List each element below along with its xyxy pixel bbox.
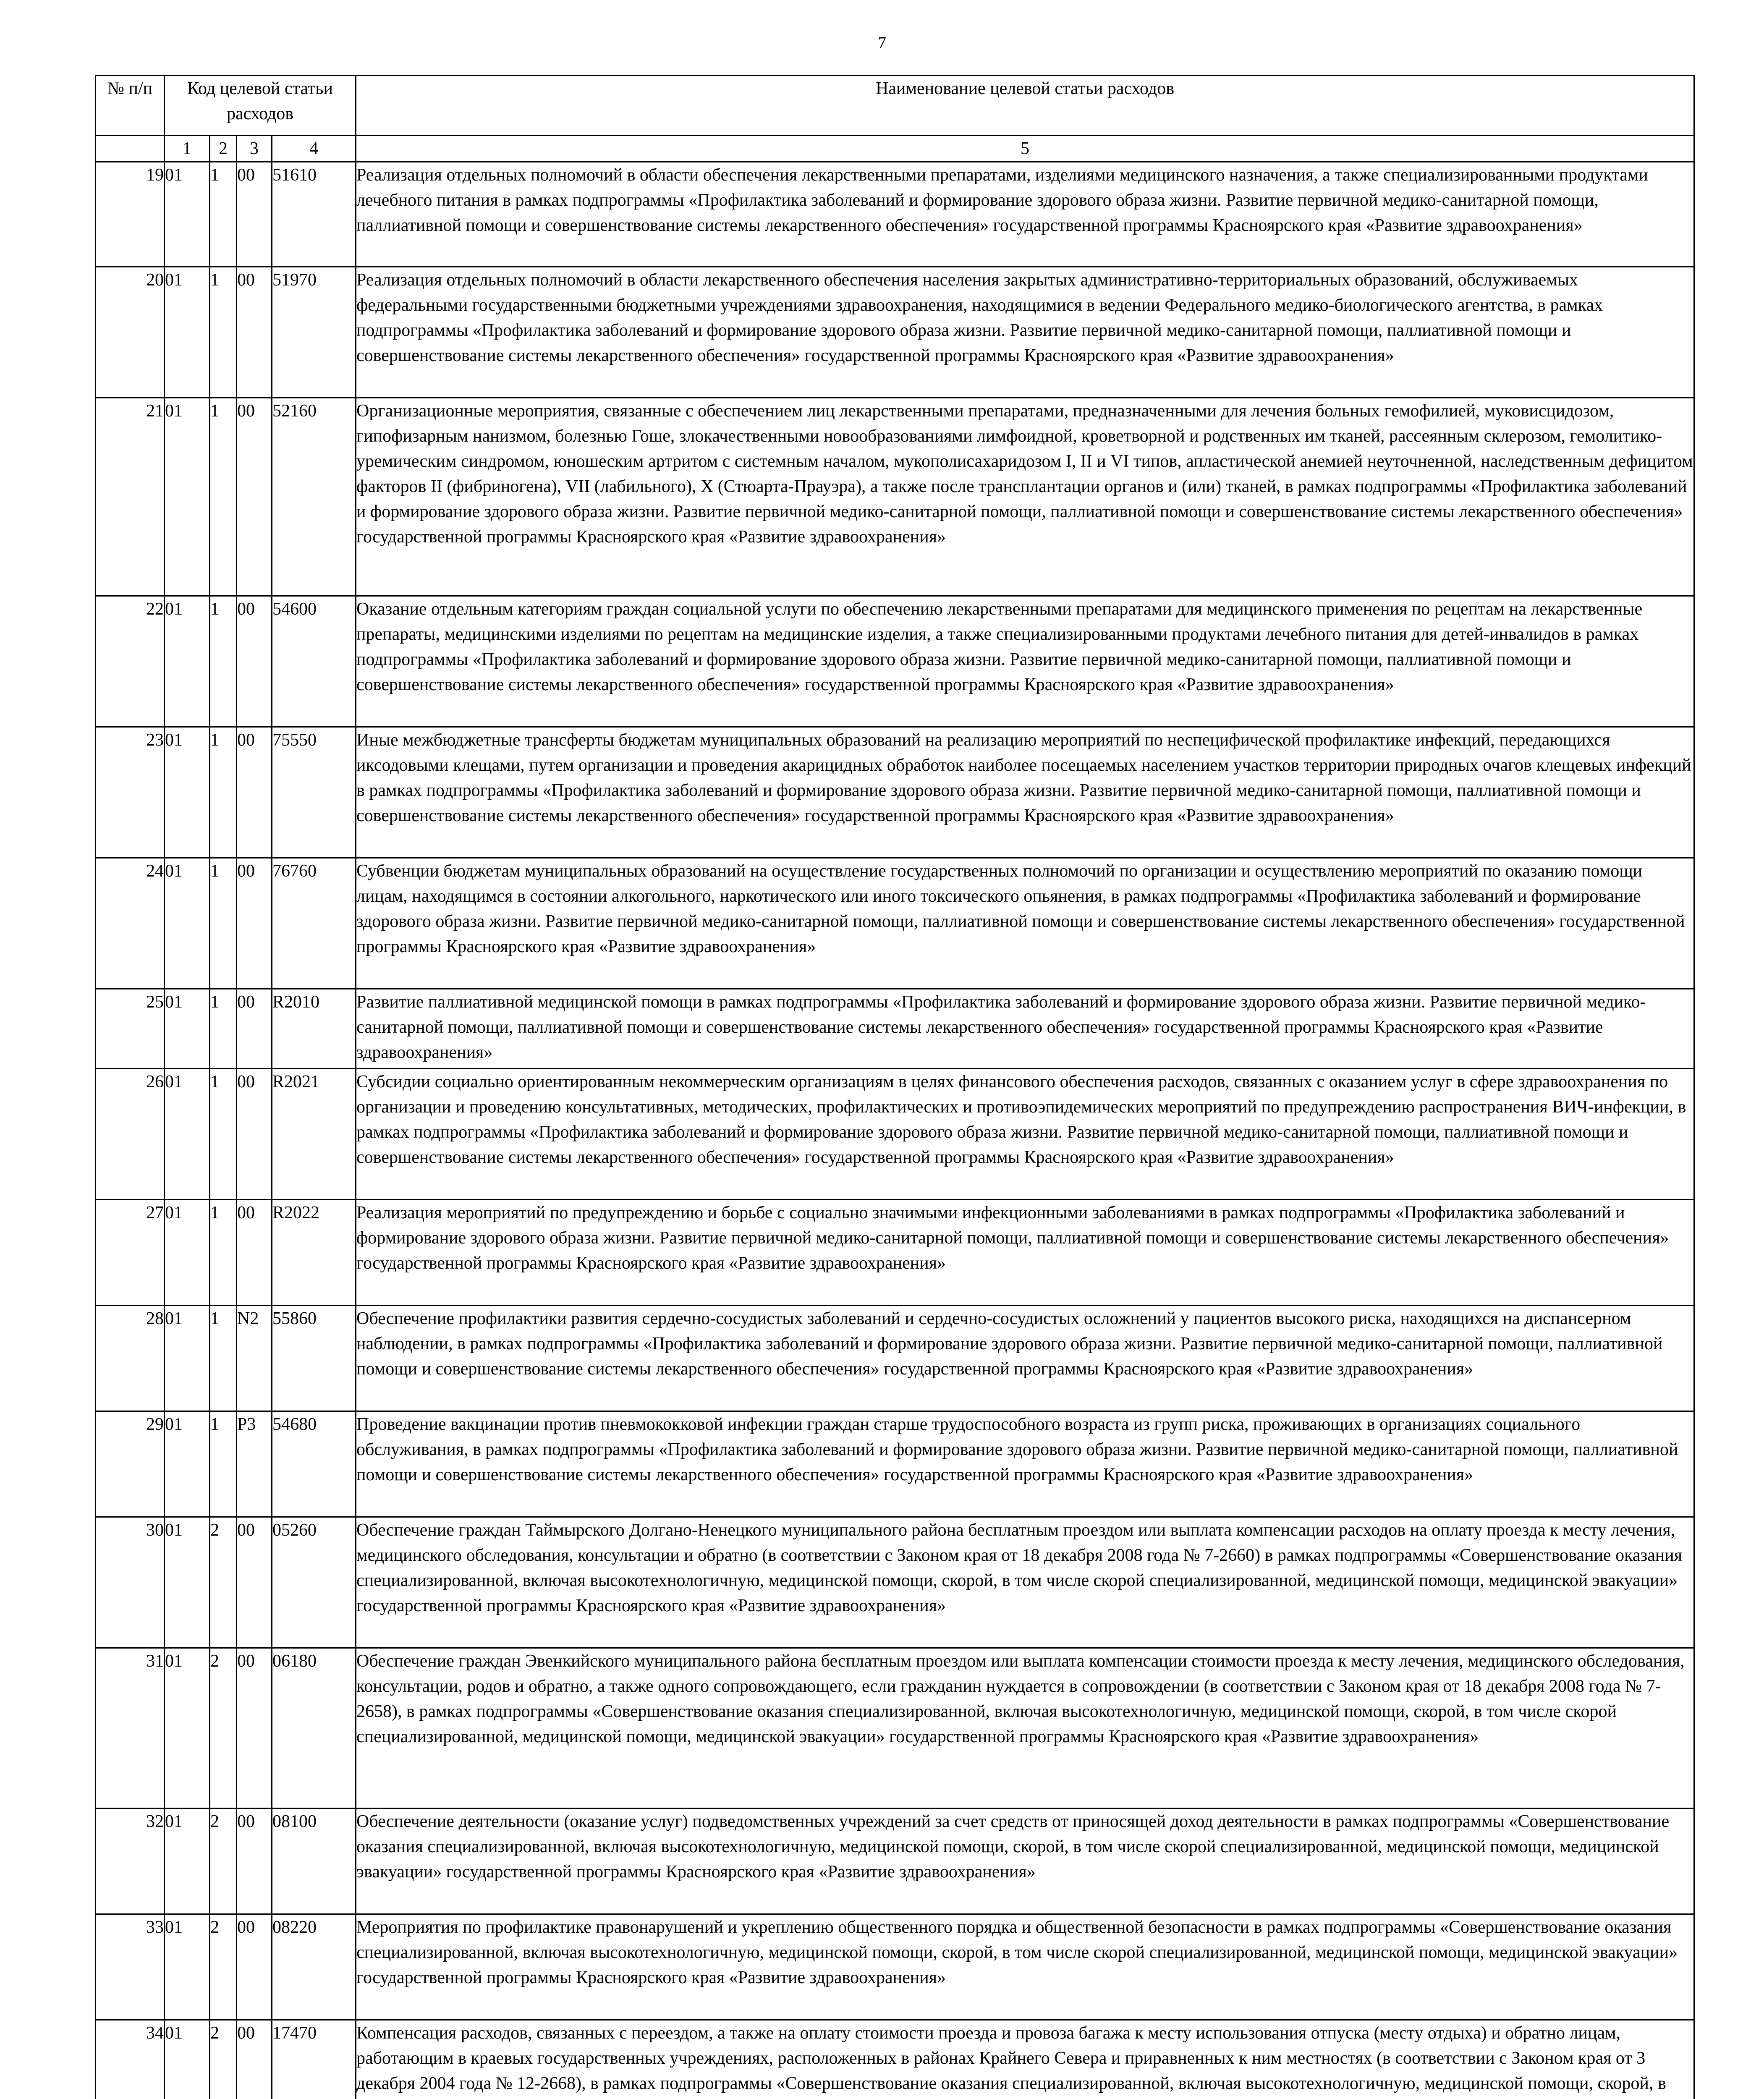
page-number: 7 bbox=[878, 33, 886, 52]
header-index-3: 3 bbox=[237, 136, 272, 162]
row-number: 32 bbox=[96, 1808, 165, 1914]
table-row bbox=[96, 1411, 1694, 1517]
table-row bbox=[96, 1200, 1694, 1306]
code-part-1: 01 bbox=[165, 858, 210, 989]
code-part-3: N2 bbox=[237, 1306, 272, 1411]
table-row bbox=[96, 858, 1694, 989]
table-row bbox=[96, 1648, 1694, 1808]
code-part-3: 00 bbox=[237, 596, 272, 727]
code-part-1: 01 bbox=[165, 1648, 210, 1808]
code-part-3: 00 bbox=[237, 1069, 272, 1200]
code-part-1: 01 bbox=[165, 267, 210, 398]
code-part-3: 00 bbox=[237, 1914, 272, 2020]
table-row bbox=[96, 596, 1694, 727]
code-part-3: 00 bbox=[237, 727, 272, 858]
row-number: 20 bbox=[96, 267, 165, 398]
code-part-3: 00 bbox=[237, 398, 272, 596]
row-number: 25 bbox=[96, 989, 165, 1069]
table-row bbox=[96, 989, 1694, 1069]
code-part-2: 1 bbox=[210, 858, 237, 989]
code-part-1: 01 bbox=[165, 398, 210, 596]
code-part-4: R2022 bbox=[272, 1200, 356, 1306]
code-part-3: 00 bbox=[237, 1200, 272, 1306]
target-items-table bbox=[95, 75, 1695, 2099]
code-part-4: 55860 bbox=[272, 1306, 356, 1411]
item-name: Обеспечение граждан Эвенкийского муниципального района бесплатным проездом или выплата компенсации стоимости проезда к месту лечения, медицинского обследования, консультации, родов и обратно, а также одного сопровождающего, если гражданин нуждается в сопровождении (в соответствии с Законом края от 18 декабря 2008 года № 7-2658), в рамках подпрограммы «Совершенствование оказания специализированной, включая высокотехнологичную, медицинской помощи, скорой, в том числе скорой специализированной, медицинской помощи, медицинской эвакуации» государственной программы Красноярского края «Развитие здравоохранения» bbox=[356, 1648, 1694, 1808]
item-name: Обеспечение профилактики развития сердечно-сосудистых заболеваний и сердечно-сосудистых осложнений у пациентов высокого риска, находящихся на диспансерном наблюдении, в рамках подпрограммы «Профилактика заболеваний и формирование здорового образа жизни. Развитие первичной медико-санитарной помощи, паллиативной помощи и совершенствование системы лекарственного обеспечения» государственной программы Красноярского края «Развитие здравоохранения» bbox=[356, 1306, 1694, 1411]
item-name: Мероприятия по профилактике правонарушений и укреплению общественного порядка и общественной безопасности в рамках подпрограммы «Совершенствование оказания специализированной, включая высокотехнологичную, медицинской помощи, скорой, в том числе скорой специализированной, медицинской помощи, медицинской эвакуации» государственной программы Красноярского края «Развитие здравоохранения» bbox=[356, 1914, 1694, 2020]
code-part-3: 00 bbox=[237, 989, 272, 1069]
row-number: 23 bbox=[96, 727, 165, 858]
code-part-3: 00 bbox=[237, 1517, 272, 1648]
code-part-3: P3 bbox=[237, 1411, 272, 1517]
row-number: 26 bbox=[96, 1069, 165, 1200]
code-part-4: 75550 bbox=[272, 727, 356, 858]
code-part-4: 54600 bbox=[272, 596, 356, 727]
item-name: Обеспечение деятельности (оказание услуг) подведомственных учреждений за счет средств от приносящей доход деятельности в рамках подпрограммы «Совершенствование оказания специализированной, включая высокотехнологичную, медицинской помощи, скорой, в том числе скорой специализированной, медицинской помощи, медицинской эвакуации» государственной программы Красноярского края «Развитие здравоохранения» bbox=[356, 1808, 1694, 1914]
table-row bbox=[96, 162, 1694, 267]
item-name: Организационные мероприятия, связанные с обеспечением лиц лекарственными препаратами, предназначенными для лечения больных гемофилией, муковисцидозом, гипофизарным нанизмом, болезнью Гоше, злокачественными новообразованиями лимфоидной, кроветворной и родственных им тканей, рассеянным склерозом, гемолитико-уремическим синдромом, юношеским артритом с системным началом, мукополисахаридозом I, II и VI типов, апластической анемией неуточненной, наследственным дефицитом факторов II (фибриногена), VII (лабильного), X (Стюарта-Прауэра), а также после трансплантации органов и (или) тканей, в рамках подпрограммы «Профилактика заболеваний и формирование здорового образа жизни. Развитие первичной медико-санитарной помощи, паллиативной помощи и совершенствование системы лекарственного обеспечения» государственной программы Красноярского края «Развитие здравоохранения» bbox=[356, 398, 1694, 596]
code-part-1: 01 bbox=[165, 2020, 210, 2099]
code-part-1: 01 bbox=[165, 1914, 210, 2020]
code-part-3: 00 bbox=[237, 267, 272, 398]
code-part-1: 01 bbox=[165, 989, 210, 1069]
code-part-4: 05260 bbox=[272, 1517, 356, 1648]
table-row bbox=[96, 2020, 1694, 2099]
code-part-2: 1 bbox=[210, 1200, 237, 1306]
code-part-2: 1 bbox=[210, 596, 237, 727]
code-part-4: 06180 bbox=[272, 1648, 356, 1808]
code-part-4: 51970 bbox=[272, 267, 356, 398]
header-index-4: 4 bbox=[272, 136, 356, 162]
code-part-4: 17470 bbox=[272, 2020, 356, 2099]
code-part-1: 01 bbox=[165, 1200, 210, 1306]
code-part-3: 00 bbox=[237, 162, 272, 267]
header-index-row bbox=[96, 136, 1694, 162]
code-part-4: 54680 bbox=[272, 1411, 356, 1517]
code-part-3: 00 bbox=[237, 2020, 272, 2099]
table-row bbox=[96, 398, 1694, 596]
table-row bbox=[96, 1808, 1694, 1914]
row-number: 19 bbox=[96, 162, 165, 267]
code-part-1: 01 bbox=[165, 1517, 210, 1648]
code-part-2: 1 bbox=[210, 1411, 237, 1517]
code-part-2: 2 bbox=[210, 2020, 237, 2099]
code-part-4: R2010 bbox=[272, 989, 356, 1069]
table-row bbox=[96, 267, 1694, 398]
code-part-3: 00 bbox=[237, 858, 272, 989]
item-name: Реализация отдельных полномочий в области лекарственного обеспечения населения закрытых административно-территориальных образований, обслуживаемых федеральными государственными бюджетными учреждениями здравоохранения, находящимися в ведении Федерального медико-биологического агентства, в рамках подпрограммы «Профилактика заболеваний и формирование здорового образа жизни. Развитие первичной медико-санитарной помощи, паллиативной помощи и совершенствование системы лекарственного обеспечения» государственной программы Красноярского края «Развитие здравоохранения» bbox=[356, 267, 1694, 398]
row-number: 31 bbox=[96, 1648, 165, 1808]
header-index-5: 5 bbox=[356, 136, 1694, 162]
code-part-2: 2 bbox=[210, 1648, 237, 1808]
code-part-4: 52160 bbox=[272, 398, 356, 596]
code-part-2: 2 bbox=[210, 1914, 237, 2020]
header-name: Наименование целевой статьи расходов bbox=[356, 76, 1694, 136]
code-part-3: 00 bbox=[237, 1648, 272, 1808]
item-name: Проведение вакцинации против пневмококковой инфекции граждан старше трудоспособного возраста из групп риска, проживающих в организациях социального обслуживания, в рамках подпрограммы «Профилактика заболеваний и формирование здорового образа жизни. Развитие первичной медико-санитарной помощи, паллиативной помощи и совершенствование системы лекарственного обеспечения» государственной программы Красноярского края «Развитие здравоохранения» bbox=[356, 1411, 1694, 1517]
code-part-2: 1 bbox=[210, 989, 237, 1069]
code-part-2: 1 bbox=[210, 398, 237, 596]
row-number: 33 bbox=[96, 1914, 165, 2020]
code-part-1: 01 bbox=[165, 1306, 210, 1411]
header-index-blank bbox=[96, 136, 165, 162]
code-part-4: 51610 bbox=[272, 162, 356, 267]
code-part-4: R2021 bbox=[272, 1069, 356, 1200]
row-number: 22 bbox=[96, 596, 165, 727]
table-row bbox=[96, 1914, 1694, 2020]
header-number: № п/п bbox=[96, 76, 165, 136]
table-row bbox=[96, 1306, 1694, 1411]
code-part-2: 1 bbox=[210, 1069, 237, 1200]
item-name: Субвенции бюджетам муниципальных образований на осуществление государственных полномочий по организации и осуществлению мероприятий по оказанию помощи лицам, находящимся в состоянии алкогольного, наркотического или иного токсического опьянения, в рамках подпрограммы «Профилактика заболеваний и формирование здорового образа жизни. Развитие первичной медико-санитарной помощи, паллиативной помощи и совершенствование системы лекарственного обеспечения» государственной программы Красноярского края «Развитие здравоохранения» bbox=[356, 858, 1694, 989]
code-part-4: 08100 bbox=[272, 1808, 356, 1914]
code-part-1: 01 bbox=[165, 1069, 210, 1200]
code-part-1: 01 bbox=[165, 1411, 210, 1517]
item-name: Субсидии социально ориентированным некоммерческим организациям в целях финансового обеспечения расходов, связанных с оказанием услуг в сфере здравоохранения по организации и проведению консультативных, методических, профилактических и противоэпидемических мероприятий по предупреждению распространения ВИЧ-инфекции, в рамках подпрограммы «Профилактика заболеваний и формирование здорового образа жизни. Развитие первичной медико-санитарной помощи, паллиативной помощи и совершенствование системы лекарственного обеспечения» государственной программы Красноярского края «Развитие здравоохранения» bbox=[356, 1069, 1694, 1200]
code-part-1: 01 bbox=[165, 727, 210, 858]
code-part-2: 1 bbox=[210, 727, 237, 858]
table-row bbox=[96, 727, 1694, 858]
item-name: Иные межбюджетные трансферты бюджетам муниципальных образований на реализацию мероприятий по неспецифической профилактике инфекций, передающихся иксодовыми клещами, путем организации и проведения акарицидных обработок наиболее посещаемых населением участков территории природных очагов клещевых инфекций в рамках подпрограммы «Профилактика заболеваний и формирование здорового образа жизни. Развитие первичной медико-санитарной помощи, паллиативной помощи и совершенствование системы лекарственного обеспечения» государственной программы Красноярского края «Развитие здравоохранения» bbox=[356, 727, 1694, 858]
row-number: 29 bbox=[96, 1411, 165, 1517]
item-name: Развитие паллиативной медицинской помощи в рамках подпрограммы «Профилактика заболеваний и формирование здорового образа жизни. Развитие первичной медико-санитарной помощи, паллиативной помощи и совершенствование системы лекарственного обеспечения» государственной программы Красноярского края «Развитие здравоохранения» bbox=[356, 989, 1694, 1069]
code-part-1: 01 bbox=[165, 596, 210, 727]
table-body bbox=[96, 162, 1694, 2099]
item-name: Реализация отдельных полномочий в области обеспечения лекарственными препаратами, изделиями медицинского назначения, а также специализированными продуктами лечебного питания в рамках подпрограммы «Профилактика заболеваний и формирование здорового образа жизни. Развитие первичной медико-санитарной помощи, паллиативной помощи и совершенствование системы лекарственного обеспечения» государственной программы Красноярского края «Развитие здравоохранения» bbox=[356, 162, 1694, 267]
code-part-4: 08220 bbox=[272, 1914, 356, 2020]
header-index-2: 2 bbox=[210, 136, 237, 162]
table-row bbox=[96, 1517, 1694, 1648]
row-number: 24 bbox=[96, 858, 165, 989]
row-number: 21 bbox=[96, 398, 165, 596]
code-part-3: 00 bbox=[237, 1808, 272, 1914]
code-part-2: 1 bbox=[210, 162, 237, 267]
row-number: 30 bbox=[96, 1517, 165, 1648]
code-part-2: 2 bbox=[210, 1808, 237, 1914]
item-name: Обеспечение граждан Таймырского Долгано-Ненецкого муниципального района бесплатным проездом или выплата компенсации расходов на оплату проезда к месту лечения, медицинского обследования, консультации и обратно (в соответствии с Законом края от 18 декабря 2008 года № 7-2660) в рамках подпрограммы «Совершенствование оказания специализированной, включая высокотехнологичную, медицинской помощи, скорой, в том числе скорой специализированной, медицинской помощи, медицинской эвакуации» государственной программы Красноярского края «Развитие здравоохранения» bbox=[356, 1517, 1694, 1648]
row-number: 28 bbox=[96, 1306, 165, 1411]
item-name: Оказание отдельным категориям граждан социальной услуги по обеспечению лекарственными препаратами для медицинского применения по рецептам на лекарственные препараты, медицинскими изделиями по рецептам на медицинские изделия, а также специализированными продуктами лечебного питания для детей-инвалидов в рамках подпрограммы «Профилактика заболеваний и формирование здорового образа жизни. Развитие первичной медико-санитарной помощи, паллиативной помощи и совершенствование системы лекарственного обеспечения» государственной программы Красноярского края «Развитие здравоохранения» bbox=[356, 596, 1694, 727]
code-part-1: 01 bbox=[165, 162, 210, 267]
row-number: 34 bbox=[96, 2020, 165, 2099]
table-header bbox=[96, 76, 1694, 162]
row-number: 27 bbox=[96, 1200, 165, 1306]
code-part-1: 01 bbox=[165, 1808, 210, 1914]
header-index-1: 1 bbox=[165, 136, 210, 162]
code-part-2: 1 bbox=[210, 1306, 237, 1411]
code-part-2: 1 bbox=[210, 267, 237, 398]
item-name: Реализация мероприятий по предупреждению и борьбе с социально значимыми инфекционными заболеваниями в рамках подпрограммы «Профилактика заболеваний и формирование здорового образа жизни. Развитие первичной медико-санитарной помощи, паллиативной помощи и совершенствование системы лекарственного обеспечения» государственной программы Красноярского края «Развитие здравоохранения» bbox=[356, 1200, 1694, 1306]
code-part-2: 2 bbox=[210, 1517, 237, 1648]
code-part-4: 76760 bbox=[272, 858, 356, 989]
header-code: Код целевой статьи расходов bbox=[165, 76, 356, 136]
table-row bbox=[96, 1069, 1694, 1200]
item-name: Компенсация расходов, связанных с переездом, а также на оплату стоимости проезда и провоза багажа к месту использования отпуска (месту отдыха) и обратно лицам, работающим в краевых государственных учреждениях, расположенных в районах Крайнего Севера и приравненных к ним местностях (в соответствии с Законом края от 3 декабря 2004 года № 12-2668), в рамках подпрограммы «Совершенствование оказания специализированной, включая высокотехнологичную, медицинской помощи, скорой, в bbox=[356, 2020, 1694, 2099]
